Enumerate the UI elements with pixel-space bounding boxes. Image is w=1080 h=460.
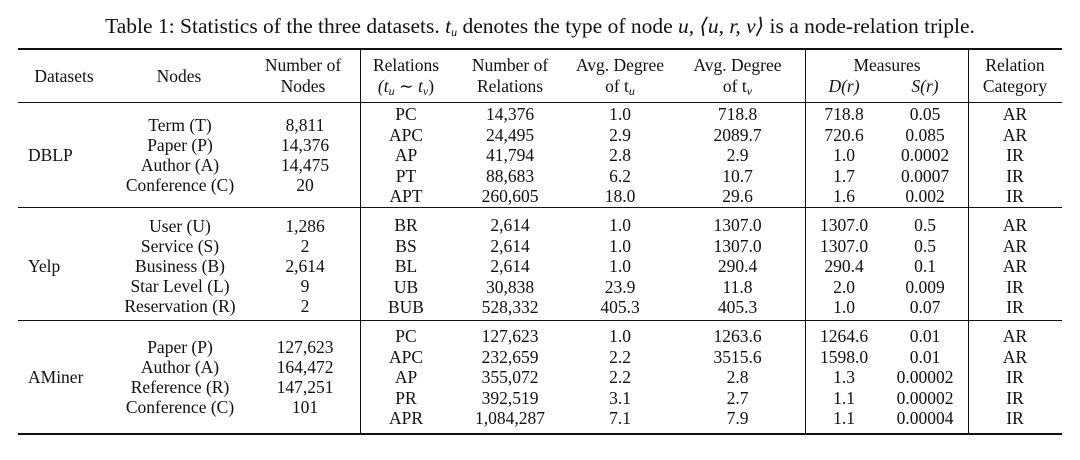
relation-s: 0.5 [914, 235, 936, 256]
relation-rel: PR [395, 387, 417, 408]
header-s-r: S(r) [911, 76, 939, 96]
relation-d: 1.0 [833, 297, 855, 317]
relation-rel: APC [388, 346, 424, 367]
relation-avg-u: 1.0 [609, 215, 631, 235]
relation-d: 718.8 [824, 104, 864, 124]
rel-close: ) [428, 76, 435, 96]
relation-rel: BUB [388, 297, 424, 317]
node-count: 9 [300, 276, 310, 297]
relation-cat: AR [1002, 256, 1028, 276]
node-count: 147,251 [276, 377, 334, 398]
header-relations-1: Relations [372, 55, 440, 75]
relation-avg-v: 2.8 [726, 367, 749, 387]
relation-s: 0.01 [909, 346, 941, 367]
header-avg-tu-1: Avg. Degree [575, 55, 665, 75]
relation-cat: IR [1006, 145, 1024, 165]
relation-d: 1307.0 [819, 235, 869, 256]
relation-num: 41,794 [485, 145, 535, 165]
header-avg-tv-1: Avg. Degree [693, 55, 782, 75]
node-name: Author (A) [140, 155, 220, 176]
relation-s: 0.00002 [896, 367, 954, 387]
relation-rel: BL [394, 256, 418, 276]
node-name: Paper (P) [147, 135, 213, 156]
relation-avg-u: 3.1 [609, 387, 631, 408]
relation-num: 30,838 [485, 276, 535, 297]
relation-rel: UB [393, 276, 419, 297]
header-datasets: Datasets [34, 66, 94, 86]
table-caption [0, 14, 1080, 40]
node-count: 8,811 [285, 115, 325, 136]
node-name: Business (B) [135, 256, 225, 277]
relation-d: 1598.0 [819, 346, 869, 367]
relation-rel: PC [395, 104, 417, 124]
relation-cat: IR [1006, 408, 1024, 428]
node-count: 101 [291, 397, 319, 418]
relation-num: 2,614 [490, 256, 530, 276]
relation-d: 1.3 [833, 367, 855, 387]
node-name: Reference (R) [130, 377, 230, 398]
relation-num: 127,623 [481, 326, 539, 346]
relation-cat: IR [1006, 165, 1024, 186]
relation-num: 88,683 [485, 165, 535, 186]
relation-avg-v: 7.9 [726, 408, 749, 428]
relation-s: 0.1 [914, 256, 936, 276]
rel-tv: ∼ t [394, 76, 423, 96]
relation-rel: BR [394, 215, 418, 235]
relation-avg-u: 2.2 [609, 367, 631, 387]
relation-cat: IR [1006, 186, 1024, 206]
relation-rel: APC [388, 124, 424, 145]
relation-avg-u: 1.0 [609, 326, 631, 346]
relation-s: 0.0002 [900, 145, 950, 165]
relation-num: 2,614 [490, 215, 530, 235]
node-name: Term (T) [148, 115, 212, 136]
node-name: User (U) [149, 216, 211, 237]
node-count: 14,475 [280, 155, 330, 176]
node-count: 14,376 [280, 135, 330, 156]
header-category-1: Relation [985, 55, 1045, 75]
header-rule [18, 102, 1062, 103]
relation-d: 1.6 [833, 186, 855, 206]
relation-d: 2.0 [833, 276, 855, 297]
node-name: Reservation (R) [124, 296, 236, 317]
relation-num: 2,614 [490, 235, 530, 256]
relation-avg-v: 290.4 [717, 256, 758, 276]
relation-rel: APR [388, 408, 424, 428]
relation-s: 0.01 [909, 326, 941, 346]
relation-avg-v: 11.8 [722, 276, 753, 297]
dataset-name: DBLP [28, 145, 73, 166]
node-count: 1,286 [285, 216, 325, 237]
caption-suffix: is a node-relation triple. [769, 14, 975, 38]
relation-cat: IR [1006, 276, 1024, 297]
relation-s: 0.5 [914, 215, 936, 235]
relation-cat: IR [1006, 387, 1024, 408]
relation-d: 1264.6 [819, 326, 869, 346]
rel-tv-sub: v [422, 84, 429, 98]
header-num-nodes-1: Number of [264, 55, 342, 75]
relation-d: 1307.0 [819, 215, 869, 235]
relation-d: 1.1 [833, 408, 855, 428]
dataset-name: Yelp [28, 256, 61, 277]
relation-s: 0.07 [909, 297, 941, 317]
dataset-name: AMiner [28, 367, 84, 388]
node-count: 2 [300, 236, 310, 257]
relation-avg-u: 1.0 [609, 104, 631, 124]
relation-d: 1.7 [833, 165, 855, 186]
relation-avg-u: 1.0 [609, 235, 631, 256]
relation-num: 1,084,287 [475, 408, 545, 428]
relation-cat: AR [1002, 124, 1028, 145]
node-count: 164,472 [276, 357, 334, 378]
relation-avg-v: 405.3 [717, 297, 758, 317]
relation-rel: PC [395, 326, 417, 346]
header-nodes: Nodes [156, 66, 202, 86]
header-num-nodes-2: Nodes [280, 76, 326, 96]
avg-tu-sub: u [628, 84, 635, 98]
node-count: 2 [300, 296, 310, 317]
section-rule-1 [18, 207, 1062, 208]
relation-cat: AR [1002, 326, 1028, 346]
relation-num: 232,659 [481, 346, 539, 367]
relation-avg-v: 3515.6 [713, 346, 762, 367]
relation-avg-v: 2089.7 [713, 124, 762, 145]
bottom-rule [18, 433, 1062, 435]
relation-d: 720.6 [824, 124, 864, 145]
caption-mid: denotes the type of node [462, 14, 673, 38]
node-name: Star Level (L) [130, 276, 230, 297]
relation-avg-u: 2.8 [609, 145, 631, 165]
relation-avg-u: 2.9 [609, 124, 631, 145]
relation-rel: BS [395, 235, 417, 256]
relation-avg-v: 718.8 [717, 104, 758, 124]
relation-num: 355,072 [481, 367, 539, 387]
node-name: Service (S) [140, 236, 220, 257]
relation-num: 528,332 [481, 297, 539, 317]
relation-avg-u: 1.0 [609, 256, 631, 276]
relation-avg-u: 23.9 [604, 276, 636, 297]
relation-cat: IR [1006, 297, 1024, 317]
relation-cat: AR [1002, 215, 1028, 235]
relation-s: 0.05 [909, 104, 941, 124]
relation-s: 0.009 [905, 276, 945, 297]
section-rule-2 [18, 320, 1062, 321]
relation-avg-u: 405.3 [600, 297, 640, 317]
header-avg-tv-2 [680, 76, 795, 101]
relation-d: 1.0 [833, 145, 855, 165]
caption-tu-var: t [445, 14, 452, 38]
node-name: Paper (P) [147, 337, 213, 358]
relation-rel: AP [394, 367, 418, 387]
relation-s: 0.00004 [896, 408, 954, 428]
node-count: 127,623 [276, 337, 334, 358]
header-measures: Measures [853, 55, 921, 75]
relation-rel: AP [394, 145, 418, 165]
relation-num: 260,605 [481, 186, 539, 206]
header-avg-tu-2 [565, 76, 675, 101]
node-name: Author (A) [140, 357, 220, 378]
rel-tu: (t [377, 76, 389, 96]
relation-s: 0.00002 [896, 387, 954, 408]
node-count: 20 [296, 175, 314, 196]
relation-avg-u: 18.0 [604, 186, 636, 206]
header-d-r: D(r) [828, 76, 860, 96]
avg-tv-sub: v [746, 84, 753, 98]
relation-avg-u: 7.1 [609, 408, 631, 428]
relation-avg-u: 2.2 [609, 346, 631, 367]
rel-tu-sub: u [388, 84, 395, 98]
relation-cat: IR [1006, 367, 1024, 387]
relation-cat: AR [1002, 346, 1028, 367]
relation-avg-v: 1263.6 [713, 326, 762, 346]
relation-cat: AR [1002, 235, 1028, 256]
top-rule [18, 48, 1062, 50]
relation-avg-v: 2.9 [726, 145, 749, 165]
relation-num: 392,519 [481, 387, 539, 408]
caption-u-var: u, [678, 14, 695, 38]
relation-avg-v: 29.6 [722, 186, 753, 206]
relation-s: 0.085 [905, 124, 945, 145]
relation-avg-v: 10.7 [722, 165, 753, 186]
caption-prefix: Table 1: Statistics of the three datasets. [105, 14, 440, 38]
avg-tu-of: of t [605, 76, 629, 96]
header-category-2: Category [982, 76, 1048, 96]
relation-avg-v: 1307.0 [713, 215, 762, 235]
relation-d: 290.4 [824, 256, 864, 276]
node-count: 2,614 [285, 256, 325, 277]
relation-s: 0.0007 [900, 165, 950, 186]
node-name: Conference (C) [125, 397, 235, 418]
caption-triple: ⟨u, r, v⟩ [699, 14, 765, 38]
header-num-rel-2: Relations [476, 76, 544, 96]
relation-avg-v: 2.7 [726, 387, 749, 408]
relation-s: 0.002 [905, 186, 945, 206]
header-relations-2 [360, 76, 452, 101]
relation-d: 1.1 [833, 387, 855, 408]
avg-tv-of: of t [722, 76, 747, 96]
relation-num: 14,376 [485, 104, 535, 124]
relation-cat: AR [1002, 104, 1028, 124]
relation-avg-u: 6.2 [609, 165, 631, 186]
relation-num: 24,495 [485, 124, 535, 145]
node-name: Conference (C) [125, 175, 235, 196]
header-num-rel-1: Number of [471, 55, 549, 75]
relation-rel: PT [395, 165, 417, 186]
relation-rel: APT [389, 186, 423, 206]
relation-avg-v: 1307.0 [713, 235, 762, 256]
caption-tu-sub: u [451, 25, 458, 39]
